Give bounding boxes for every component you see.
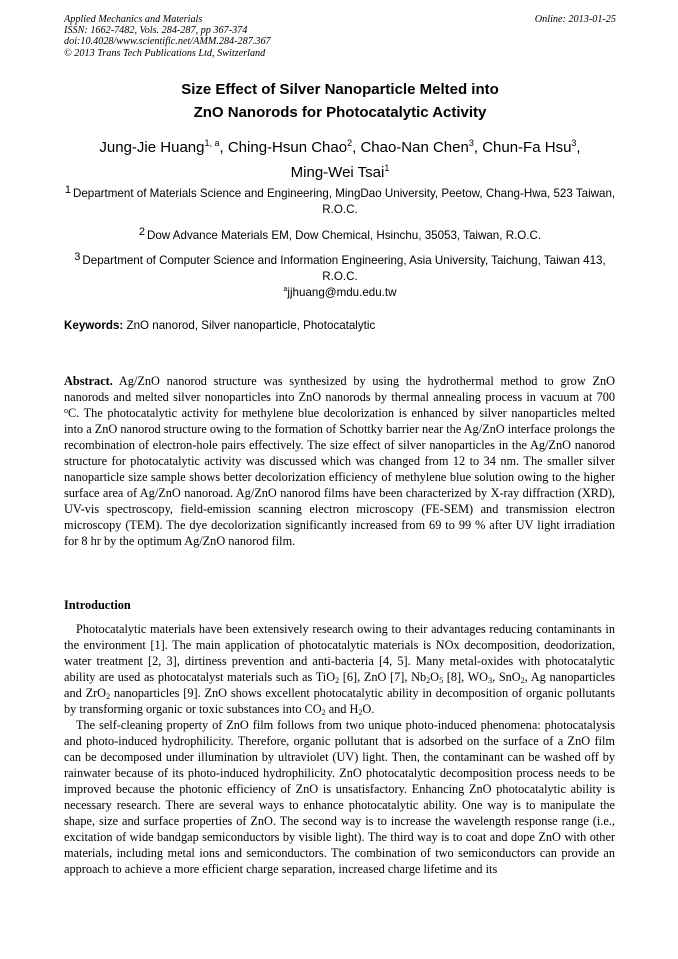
- intro-paragraph-1: Photocatalytic materials have been extensively research owing to their advantages reducing contaminants in the environment [1]. The main application of photocatalytic materials is NOx decomposition, deodorization, water treatment [2, 3], dirtiness prevention and anti-bacteria [4, 5]. Many metal-oxides with photocatalytic ability are used as photocatalyst materials such as TiO$_2$ [6], ZnO [7], $Nb_2O_5$ [8], $WO_3$, SnO$_2$, Ag nanoparticles and ZrO$_2$ nanoparticles [9]. ZnO shows excellent photocatalytic ability in decomposition of organic pollutants by transforming organic or toxic substances into $CO_2$ and $H_2O$.: [64, 622, 615, 717]
- author-name: Ming-Wei Tsai: [290, 164, 385, 181]
- affiliation-text: Department of Computer Science and Information Engineering, Asia University, Taichung, Taiwan 413, R.O.C.: [82, 254, 606, 283]
- author-affil-mark: 3: [468, 138, 474, 148]
- email-mark: a: [283, 286, 288, 294]
- keywords-label: Keywords:: [64, 319, 124, 332]
- author-list: Jung-Jie Huang$^{1, a}$, Ching-Hsun Chao$^2$, Chao-Nan Chen$^3$, Chun-Fa Hsu$^3$, Ming-Wei Tsai$^1$: [99, 138, 581, 181]
- affiliation-text: Department of Materials Science and Engineering, MingDao University, Peetow, Chang-Hwa, 523 Taiwan, R.O.C.: [72, 187, 616, 216]
- keywords-line: [64, 319, 616, 332]
- contact-email: [64, 286, 616, 299]
- affiliation-number: 3: [74, 251, 81, 263]
- affiliation-2: [64, 224, 616, 244]
- abstract: [64, 373, 615, 549]
- online-date: Online: 2013-01-25: [534, 14, 616, 25]
- author-affil-mark: 3: [571, 138, 577, 148]
- section-heading-introduction: Introduction: [64, 598, 131, 612]
- paper-title: [64, 78, 616, 124]
- author-name: Chun-Fa Hsu: [482, 139, 572, 156]
- affiliation-number: 2: [138, 226, 145, 238]
- affiliation-text: Dow Advance Materials EM, Dow Chemical, Hsinchu, 35053, Taiwan, R.O.C.: [146, 229, 542, 242]
- title-line-1: Size Effect of Silver Nanoparticle Melted into: [181, 81, 499, 98]
- journal-header: [64, 14, 616, 59]
- keywords-text: ZnO nanorod, Silver nanoparticle, Photocatalytic: [126, 319, 376, 332]
- title-line-2: ZnO Nanorods for Photocatalytic Activity: [193, 104, 487, 121]
- introduction-body: [64, 621, 615, 877]
- author-name: Ching-Hsun Chao: [227, 139, 348, 156]
- author-affil-mark: 2: [347, 138, 353, 148]
- abstract-text: Ag/ZnO nanorod structure was synthesized by using the hydrothermal method to grow ZnO nanorods and melted silver nonoparticles into ZnO nanorods by thermal annealing process in vacuum at 700: [64, 374, 615, 404]
- issn-line: ISSN: 1662-7482, Vols. 284-287, pp 367-374: [64, 25, 248, 37]
- intro-paragraph-2: The self-cleaning property of ZnO film follows from two unique photo-induced phenomena: photocatalysis and photo-induced hydrophilicity. Therefore, organic pollutant that is adsorbed on the surface of a ZnO film can be decomposed under illumination by ultraviolet (UV) light. Then, the contaminant can be washed off by rainwater because of its photo-induced hydrophilicity. ZnO photocatalytic decomposition process needs to be improved because the photonic efficiency of ZnO is unsatisfactory. Enhancing ZnO photocatalytic ability is necessary research. There are several ways to enhance photocatalytic ability. One way is to manipulate the shape, size and surface properties of ZnO. The second way is to increase the wavelength response range (i.e., excitation of wide bandgap semiconductors by visible light). The third way is to coat and dope ZnO with other materials, including metal ions and semiconductors. The combination of two semiconductors can provide an approach to achieve a more efficient charge separation, increased charge lifetime and its: [64, 718, 615, 876]
- author-name: Jung-Jie Huang: [99, 139, 205, 156]
- affiliation-number: 1: [64, 184, 71, 196]
- email-address: jjhuang@mdu.edu.tw: [287, 286, 397, 299]
- affiliation-3: [64, 249, 616, 285]
- affiliation-1: [64, 182, 616, 218]
- journal-name: Applied Mechanics and Materials: [64, 14, 203, 25]
- author-name: Chao-Nan Chen: [360, 139, 469, 156]
- doi-line: doi:10.4028/www.scientific.net/AMM.284-287.367: [64, 36, 271, 48]
- copyright-line: © 2013 Trans Tech Publications Ltd, Switzerland: [64, 47, 266, 59]
- author-affil-mark: 1, a: [204, 138, 220, 148]
- abstract-label: Abstract.: [64, 374, 113, 388]
- abstract-text-cont: C. The photocatalytic activity for methylene blue decolorization is enhanced by silver nanoparticles melted into a ZnO nanorod structure owing to the formation of Schottky barrier near the Ag/ZnO interface prolongs the recombination of electron-hole pairs effectively. The size effect of silver nanoparticles in the Ag/ZnO nanorod structure for photocatalytic activity was discussed which was changed from 12 to 34 nm. The smaller silver nanoparticle size sample shows better decolorization efficiency of methylene blue solution owing to the higher surface area of Ag/ZnO nanoroad. Ag/ZnO nanorod films have been characterized by X-ray diffraction (XRD), UV-vis spectroscopy, field-emission scanning electron microscopy (FE-SEM) and transmission electron microscopy (TEM). The dye decolorization significantly increased from 69 to 99 % after UV light irradiation for 8 hr by the optimum Ag/ZnO nanorod film.: [64, 406, 615, 548]
- author-affil-mark: 1: [384, 163, 390, 173]
- degree-mark: o: [64, 406, 68, 415]
